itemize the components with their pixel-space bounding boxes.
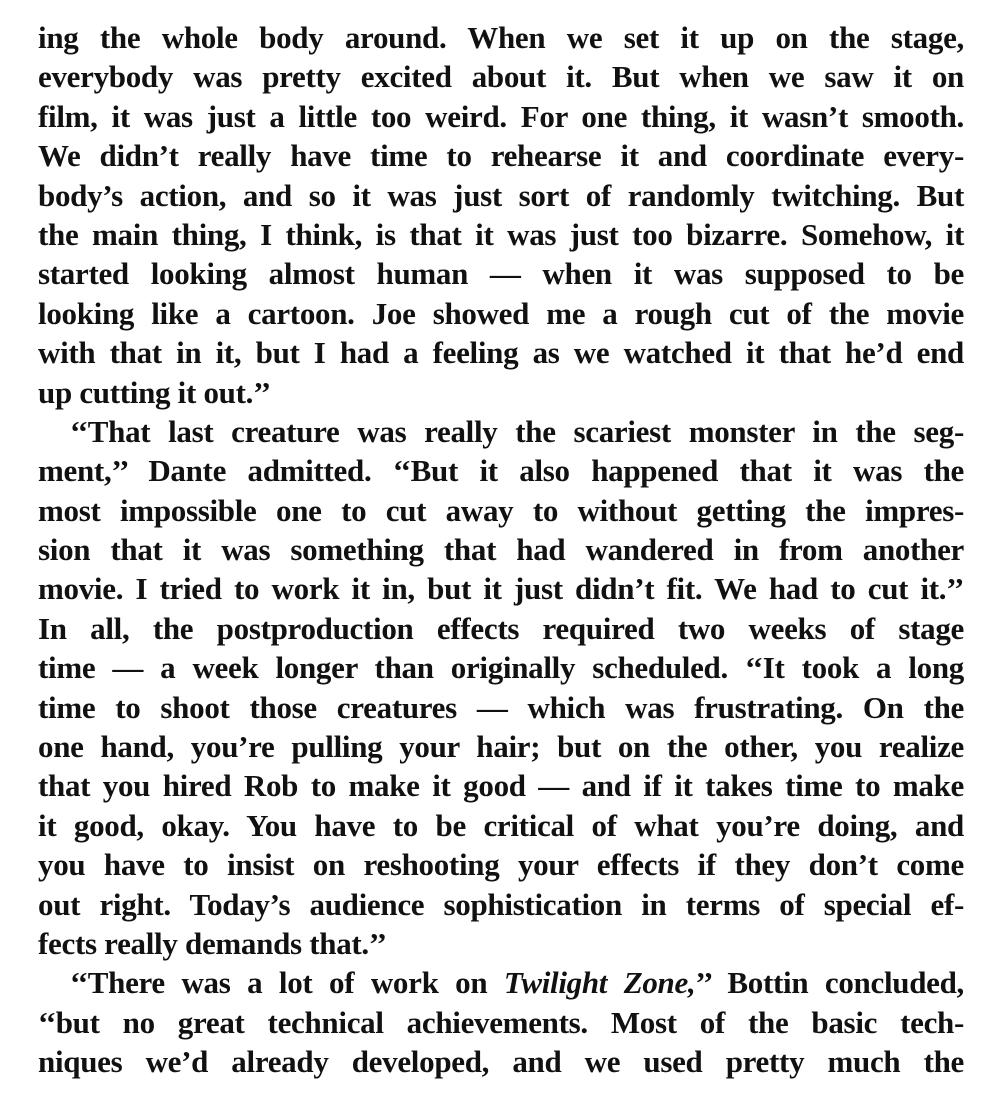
text-line: sion that it was something that had wandered in from another xyxy=(38,532,964,568)
text-line: ment,’’ Dante admitted. ‘‘But it also happened that it was the xyxy=(38,453,964,489)
text-line: it good, okay. You have to be critical of what you’re doing, and xyxy=(38,807,964,843)
text-run: ‘‘There was a lot of work on xyxy=(70,965,504,1001)
text-line: everybody was pretty excited about it. But when we saw it on xyxy=(38,59,964,95)
text-line: time — a week longer than originally scheduled. ‘‘It took a long xyxy=(38,650,964,686)
text-line: the main thing, I think, is that it was just too bizarre. Somehow, it xyxy=(38,216,964,252)
text-line: you have to insist on reshooting your effects if they don’t come xyxy=(38,847,964,883)
text-line: most impossible one to cut away to without getting the impres- xyxy=(38,492,964,528)
italic-title: Twilight Zone, xyxy=(503,965,696,1001)
text-line: looking like a cartoon. Joe showed me a rough cut of the movie xyxy=(38,295,964,331)
text-line: that you hired Rob to make it good — and if it takes time to make xyxy=(38,768,964,804)
text-line: fects really demands that.’’ xyxy=(38,925,387,961)
text-line xyxy=(38,963,964,1002)
text-line: time to shoot those creatures — which was frustrating. On the xyxy=(38,689,964,725)
text-line: movie. I tried to work it in, but it just didn’t fit. We had to cut it.’’ xyxy=(38,571,964,607)
text-line: In all, the postproduction effects required two weeks of stage xyxy=(38,610,964,646)
text-line: started looking almost human — when it was supposed to be xyxy=(38,256,964,292)
text-run: ’’ Bottin concluded, xyxy=(695,965,964,1001)
text-line: ‘‘That last creature was really the scariest monster in the seg- xyxy=(70,413,964,449)
text-line: ing the whole body around. When we set it up on the stage, xyxy=(38,20,964,55)
text-line: with that in it, but I had a feeling as we watched it that he’d end xyxy=(38,335,964,371)
text-line: body’s action, and so it was just sort of randomly twitching. But xyxy=(38,177,964,213)
text-line: out right. Today’s audience sophistication in terms of special ef- xyxy=(38,886,964,922)
text-line: film, it was just a little too weird. For one thing, it wasn’t smooth. xyxy=(38,98,964,134)
text-line: ‘‘but no great technical achievements. Most of the basic tech- xyxy=(38,1004,964,1040)
text-line: up cutting it out.’’ xyxy=(38,374,271,410)
article-text xyxy=(38,18,964,1082)
text-line: We didn’t really have time to rehearse it and coordinate every- xyxy=(38,138,964,174)
text-line: niques we’d already developed, and we used pretty much the xyxy=(38,1044,964,1080)
text-line: one hand, you’re pulling your hair; but on the other, you realize xyxy=(38,729,964,765)
